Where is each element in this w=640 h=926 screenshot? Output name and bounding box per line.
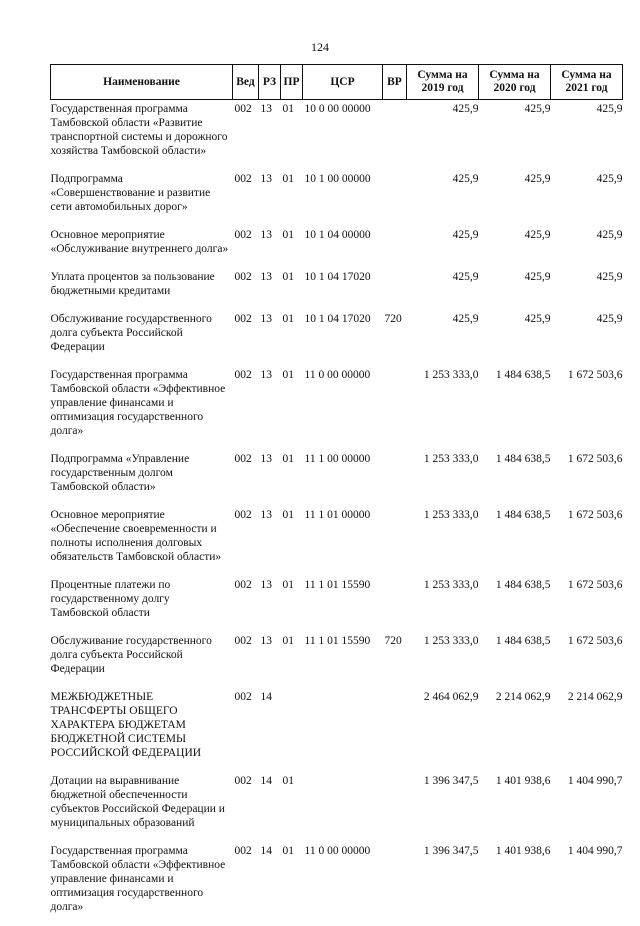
row-sum-2020: 425,9 <box>479 226 551 268</box>
row-vr: 720 <box>383 632 407 688</box>
row-sum-2021: 425,9 <box>551 100 623 171</box>
row-vr: 720 <box>383 310 407 366</box>
row-rz: 13 <box>259 170 281 226</box>
row-rz: 13 <box>259 632 281 688</box>
row-ved: 002 <box>233 688 259 772</box>
row-sum-2019: 1 396 347,5 <box>407 772 479 842</box>
row-rz: 13 <box>259 268 281 310</box>
budget-table <box>50 64 623 926</box>
row-sum-2020: 1 484 638,5 <box>479 506 551 576</box>
row-csr: 11 1 01 15590 <box>303 632 383 688</box>
row-csr: 11 1 01 00000 <box>303 506 383 576</box>
header-sum-2019: Сумма на 2019 год <box>407 65 479 100</box>
row-sum-2021: 425,9 <box>551 310 623 366</box>
row-csr: 10 0 00 00000 <box>303 100 383 171</box>
table-row <box>51 506 623 576</box>
row-ved: 002 <box>233 632 259 688</box>
row-sum-2019: 425,9 <box>407 100 479 171</box>
row-rz: 13 <box>259 226 281 268</box>
header-name: Наименование <box>51 65 233 100</box>
row-sum-2020: 1 484 638,5 <box>479 366 551 450</box>
row-sum-2019: 1 253 333,0 <box>407 632 479 688</box>
table-row <box>51 842 623 926</box>
row-sum-2020: 1 401 938,6 <box>479 842 551 926</box>
row-sum-2020: 2 214 062,9 <box>479 688 551 772</box>
header-ved: Вед <box>233 65 259 100</box>
row-sum-2020: 425,9 <box>479 268 551 310</box>
row-sum-2021: 1 404 990,7 <box>551 842 623 926</box>
row-vr <box>383 772 407 842</box>
row-ved: 002 <box>233 772 259 842</box>
header-csr: ЦСР <box>303 65 383 100</box>
row-vr <box>383 170 407 226</box>
row-sum-2019: 425,9 <box>407 170 479 226</box>
row-sum-2019: 2 464 062,9 <box>407 688 479 772</box>
row-rz: 14 <box>259 842 281 926</box>
row-vr <box>383 506 407 576</box>
row-rz: 13 <box>259 450 281 506</box>
row-csr: 10 1 04 00000 <box>303 226 383 268</box>
row-csr: 11 0 00 00000 <box>303 842 383 926</box>
table-row <box>51 310 623 366</box>
row-csr <box>303 688 383 772</box>
row-vr <box>383 842 407 926</box>
row-csr <box>303 772 383 842</box>
row-name: Обслуживание государственного долга субъекта Российской Федерации <box>51 310 233 366</box>
row-pr: 01 <box>281 226 303 268</box>
row-vr <box>383 688 407 772</box>
row-sum-2020: 425,9 <box>479 170 551 226</box>
row-csr: 11 0 00 00000 <box>303 366 383 450</box>
row-sum-2021: 1 672 503,6 <box>551 366 623 450</box>
row-pr: 01 <box>281 506 303 576</box>
row-pr: 01 <box>281 170 303 226</box>
row-rz: 13 <box>259 576 281 632</box>
header-rz: РЗ <box>259 65 281 100</box>
row-name: Государственная программа Тамбовской области «Эффективное управление финансами и оптимизация государственного долга» <box>51 366 233 450</box>
row-sum-2021: 1 672 503,6 <box>551 576 623 632</box>
header-pr: ПР <box>281 65 303 100</box>
row-ved: 002 <box>233 506 259 576</box>
row-pr: 01 <box>281 576 303 632</box>
row-rz: 13 <box>259 506 281 576</box>
row-name: Основное мероприятие «Обслуживание внутреннего долга» <box>51 226 233 268</box>
table-row <box>51 100 623 171</box>
row-sum-2019: 1 396 347,5 <box>407 842 479 926</box>
row-rz: 14 <box>259 772 281 842</box>
row-ved: 002 <box>233 842 259 926</box>
table-row <box>51 772 623 842</box>
row-pr: 01 <box>281 632 303 688</box>
row-sum-2020: 1 484 638,5 <box>479 450 551 506</box>
row-sum-2019: 425,9 <box>407 226 479 268</box>
page-number: 124 <box>0 40 640 55</box>
row-name: МЕЖБЮДЖЕТНЫЕ ТРАНСФЕРТЫ ОБЩЕГО ХАРАКТЕРА БЮДЖЕТАМ БЮДЖЕТНОЙ СИСТЕМЫ РОССИЙСКОЙ ФЕДЕРАЦИИ <box>51 688 233 772</box>
row-vr <box>383 226 407 268</box>
row-ved: 002 <box>233 310 259 366</box>
table-row <box>51 268 623 310</box>
row-sum-2020: 1 484 638,5 <box>479 632 551 688</box>
row-ved: 002 <box>233 268 259 310</box>
row-name: Дотации на выравнивание бюджетной обеспеченности субъектов Российской Федерации и муниципальных образований <box>51 772 233 842</box>
row-sum-2019: 1 253 333,0 <box>407 506 479 576</box>
table-row <box>51 688 623 772</box>
row-sum-2021: 425,9 <box>551 268 623 310</box>
row-sum-2021: 425,9 <box>551 226 623 268</box>
row-vr <box>383 450 407 506</box>
header-vr: ВР <box>383 65 407 100</box>
row-ved: 002 <box>233 170 259 226</box>
row-sum-2021: 1 404 990,7 <box>551 772 623 842</box>
row-csr: 11 1 00 00000 <box>303 450 383 506</box>
row-name: Подпрограмма «Совершенствование и развитие сети автомобильных дорог» <box>51 170 233 226</box>
row-csr: 10 1 00 00000 <box>303 170 383 226</box>
row-pr <box>281 688 303 772</box>
table-row <box>51 450 623 506</box>
table-row <box>51 366 623 450</box>
row-sum-2019: 1 253 333,0 <box>407 366 479 450</box>
row-sum-2021: 425,9 <box>551 170 623 226</box>
row-pr: 01 <box>281 842 303 926</box>
row-name: Обслуживание государственного долга субъекта Российской Федерации <box>51 632 233 688</box>
row-sum-2021: 1 672 503,6 <box>551 632 623 688</box>
table-row <box>51 632 623 688</box>
row-vr <box>383 366 407 450</box>
row-pr: 01 <box>281 268 303 310</box>
table-row <box>51 170 623 226</box>
row-ved: 002 <box>233 100 259 171</box>
row-rz: 13 <box>259 366 281 450</box>
row-sum-2021: 1 672 503,6 <box>551 450 623 506</box>
row-name: Государственная программа Тамбовской области «Эффективное управление финансами и оптимизация государственного долга» <box>51 842 233 926</box>
row-csr: 10 1 04 17020 <box>303 268 383 310</box>
row-pr: 01 <box>281 450 303 506</box>
row-ved: 002 <box>233 450 259 506</box>
row-sum-2020: 425,9 <box>479 310 551 366</box>
row-pr: 01 <box>281 772 303 842</box>
row-rz: 13 <box>259 100 281 171</box>
row-vr <box>383 576 407 632</box>
row-sum-2021: 2 214 062,9 <box>551 688 623 772</box>
row-csr: 10 1 04 17020 <box>303 310 383 366</box>
row-sum-2019: 1 253 333,0 <box>407 450 479 506</box>
row-sum-2019: 425,9 <box>407 310 479 366</box>
table-row <box>51 226 623 268</box>
row-rz: 14 <box>259 688 281 772</box>
row-name: Подпрограмма «Управление государственным долгом Тамбовской области» <box>51 450 233 506</box>
row-name: Государственная программа Тамбовской области «Развитие транспортной системы и дорожного хозяйства Тамбовской области» <box>51 100 233 171</box>
row-ved: 002 <box>233 366 259 450</box>
row-sum-2020: 425,9 <box>479 100 551 171</box>
row-vr <box>383 268 407 310</box>
row-sum-2020: 1 401 938,6 <box>479 772 551 842</box>
header-sum-2021: Сумма на 2021 год <box>551 65 623 100</box>
row-csr: 11 1 01 15590 <box>303 576 383 632</box>
row-name: Процентные платежи по государственному долгу Тамбовской области <box>51 576 233 632</box>
row-name: Основное мероприятие «Обеспечение своевременности и полноты исполнения долговых обязательств Тамбовской области» <box>51 506 233 576</box>
table-row <box>51 576 623 632</box>
row-name: Уплата процентов за пользование бюджетными кредитами <box>51 268 233 310</box>
row-rz: 13 <box>259 310 281 366</box>
row-sum-2020: 1 484 638,5 <box>479 576 551 632</box>
row-sum-2019: 425,9 <box>407 268 479 310</box>
row-pr: 01 <box>281 366 303 450</box>
row-pr: 01 <box>281 310 303 366</box>
row-vr <box>383 100 407 171</box>
row-sum-2019: 1 253 333,0 <box>407 576 479 632</box>
table-header <box>51 65 623 100</box>
header-sum-2020: Сумма на 2020 год <box>479 65 551 100</box>
row-pr: 01 <box>281 100 303 171</box>
row-ved: 002 <box>233 576 259 632</box>
row-sum-2021: 1 672 503,6 <box>551 506 623 576</box>
row-ved: 002 <box>233 226 259 268</box>
table-body <box>51 100 623 926</box>
